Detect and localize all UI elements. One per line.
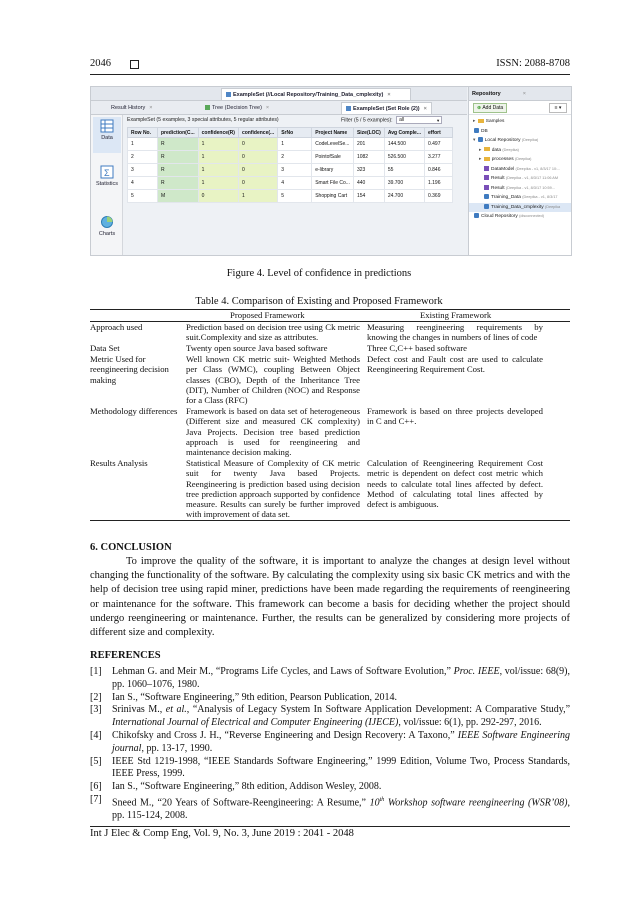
reference-item: [4] Chikofsky and Cross J. H., “Reverse Engineering and Design Recovery: A Taxono,” IEEE Software Engineering journal, pp. 13-17, 1990. — [90, 729, 570, 754]
table-cell: 201 — [353, 138, 384, 151]
row-existing: Defect cost and Fault cost are used to calculate Reengineering Requirement Cost. — [367, 354, 543, 375]
table-cell: 1 — [278, 138, 312, 151]
folder-icon — [484, 147, 490, 151]
conclusion-heading: 6. CONCLUSION — [90, 542, 172, 553]
table-cell: 0.846 — [424, 164, 452, 177]
table-head — [90, 310, 570, 321]
figure-caption: Figure 4. Level of confidence in predictions — [226, 268, 412, 279]
head-existing: Existing Framework — [420, 310, 492, 320]
reference-item: [3] Srinivas M., et al., “Analysis of Legacy System In Software Application Development: A Comparative Study,” International Journal of Electrical and Computer Engineering (IJECE), vol/issue: 6(1), pp. 292-297, 2016. — [90, 704, 571, 729]
column-header[interactable]: Row No. — [128, 128, 158, 138]
table-row[interactable] — [128, 138, 453, 151]
table-cell: 5 — [278, 190, 312, 203]
row-proposed: Prediction based on decision tree using Ck metric suit.Complexity and size as attributes. — [186, 322, 360, 343]
close-icon[interactable]: × — [423, 106, 427, 112]
tab-decision-tree[interactable]: Tree (Decision Tree) × — [201, 102, 273, 114]
table-row[interactable] — [128, 177, 453, 190]
table-row — [90, 322, 570, 343]
reference-item: [5] IEEE Std 1219-1998, “IEEE Standards Software Engineering,” 1999 Edition, Volume Two, Process Standards, IEEE Press, 1999. — [90, 755, 570, 780]
table-cell: M — [158, 190, 199, 203]
repository-toolbar — [469, 101, 571, 115]
issn: ISSN: 2088-8708 — [496, 58, 570, 69]
result-tabbar — [91, 87, 467, 101]
table-cell: 2 — [128, 151, 158, 164]
column-header[interactable]: Avg Comple... — [384, 128, 424, 138]
table-cell: 1 — [198, 164, 238, 177]
table-cell: 5 — [128, 190, 158, 203]
nav-data[interactable]: Data — [93, 117, 121, 153]
repository-panel — [468, 87, 571, 255]
repository-item[interactable]: ▸ processes (Deepika) — [479, 157, 532, 162]
database-icon — [474, 213, 479, 218]
model-icon — [484, 175, 489, 180]
repository-item[interactable]: DataModel (Deepika - v1, 8/3/17 10:... — [469, 165, 572, 175]
tab-result-history[interactable]: Result History × — [111, 105, 153, 111]
table-cell: 440 — [353, 177, 384, 190]
folder-icon — [478, 119, 484, 123]
data-grid-icon — [100, 119, 114, 133]
table-header-row — [128, 128, 453, 138]
row-aspect: Data Set — [90, 343, 120, 353]
filter-label: Filter (5 / 5 examples): — [341, 117, 393, 124]
nav-statistics[interactable]: Σ Statistics — [93, 163, 121, 199]
reference-item: [7] Sneed M., “20 Years of Software-Reengineering: A Resume,” 10th Workshop software reengineering (WSR’08), pp. 115-124, 2008. — [90, 793, 570, 822]
table-cell: 4 — [278, 177, 312, 190]
table-cell: 39.700 — [384, 177, 424, 190]
close-icon[interactable]: × — [265, 105, 270, 111]
add-data-button[interactable]: ⊕ Add Data — [473, 103, 507, 113]
repository-menu-button[interactable]: ≡ ▾ — [549, 103, 567, 113]
table-cell: 0 — [238, 177, 277, 190]
table-row — [90, 458, 570, 520]
table-cell: e-library — [312, 164, 354, 177]
folder-icon — [484, 157, 490, 161]
column-header[interactable]: Size(LOC) — [353, 128, 384, 138]
table-cell: 55 — [384, 164, 424, 177]
column-header[interactable]: confidence(... — [238, 128, 277, 138]
column-header[interactable]: Project Name — [312, 128, 354, 138]
table-cell: Smart File Co... — [312, 177, 354, 190]
view-nav — [91, 115, 123, 255]
table-cell: 0 — [198, 190, 238, 203]
header-rule — [90, 74, 570, 75]
repository-item[interactable]: Training_Data (Deepika - v1, 8/3/17 — [469, 193, 572, 203]
repository-item[interactable]: DB — [469, 127, 572, 137]
reference-item: [1] Lehman G. and Meir M., “Programs Life Cycles, and Laws of Software Evolution,” Proc. IEEE, vol/issue: 68(9), pp. 1060–1076, 1980. — [90, 666, 570, 690]
row-aspect: Metric Used for reengineering decision making — [90, 354, 169, 385]
table-cell: 3 — [128, 164, 158, 177]
repository-item[interactable]: Result (Deepika - v1, 8/3/17 10:59... — [469, 184, 572, 194]
table-row — [90, 406, 570, 458]
table-cell: R — [158, 138, 199, 151]
table-row — [90, 343, 570, 354]
repository-item[interactable]: Training_Data_cmplexity (Deepika — [469, 203, 572, 213]
table-cell: 1.196 — [424, 177, 452, 190]
row-existing: Three C,C++ based software — [367, 343, 468, 353]
reference-item: [6] Ian S., “Software Engineering,” 8th edition, Addison Wesley, 2008. — [90, 781, 382, 793]
page-header — [90, 58, 570, 74]
database-icon — [484, 194, 489, 199]
table-cell: 323 — [353, 164, 384, 177]
result-tabbar-2 — [91, 101, 467, 115]
table-row[interactable] — [128, 164, 453, 177]
model-icon — [484, 166, 489, 171]
table-row[interactable] — [128, 151, 453, 164]
row-proposed: Twenty open source Java based software — [186, 343, 328, 353]
table-cell: 0 — [238, 138, 277, 151]
row-existing: Framework is based on three projects developed in C and C++. — [367, 406, 543, 427]
footer-text: Int J Elec & Comp Eng, Vol. 9, No. 3, June 2019 : 2041 - 2048 — [90, 828, 354, 839]
row-existing: Measuring reengineering requirements by knowing the changes in numbers of lines of code — [367, 322, 543, 343]
database-icon — [474, 128, 479, 133]
column-header[interactable]: effort — [424, 128, 452, 138]
database-icon — [478, 137, 483, 142]
table-cell: 4 — [128, 177, 158, 190]
statistics-icon — [100, 165, 114, 179]
column-header[interactable]: confidence(R) — [198, 128, 238, 138]
repository-item[interactable]: ▸ Samples — [473, 119, 505, 124]
table-cell: 0 — [238, 151, 277, 164]
tab-exampleset-training[interactable]: ExampleSet (//Local Repository/Training_Data_cmplexity) × — [221, 88, 411, 100]
model-icon — [484, 185, 489, 190]
plus-icon: ⊕ — [477, 105, 482, 111]
conclusion-text: To improve the quality of the software, it is important to analyze the changes at design level without changing the functionality of the software. By calculating the complexity using six basic CK metrics and with the help of decision tree using rapid miner, predictions have been made regarding the requirements of reengineering or maintenance for the software. This framework can become a basis for deciding whether the project should undergo reengineering or maintenance. Further, the results can be generalized by considering more projects of different size and complexity. — [90, 556, 570, 639]
table-cell: 2 — [278, 151, 312, 164]
reference-list — [90, 666, 570, 823]
row-aspect: Methodology differences — [90, 406, 178, 416]
table-cell: 24.700 — [384, 190, 424, 203]
square-bullet-icon — [130, 60, 139, 69]
close-icon[interactable]: × — [522, 91, 526, 97]
exampleset-meta: ExampleSet (5 examples, 3 special attributes, 5 regular attributes) — [127, 117, 279, 123]
head-proposed: Proposed Framework — [230, 310, 305, 320]
chart-icon — [100, 215, 114, 229]
table-cell: 1 — [198, 151, 238, 164]
references-heading: REFERENCES — [90, 650, 161, 661]
reference-item: [2] Ian S., “Software Engineering,” 9th edition, Pearson Publication, 2014. — [90, 691, 397, 703]
svg-text:Σ: Σ — [104, 168, 110, 178]
table-cell: 0.369 — [424, 190, 452, 203]
repository-item[interactable]: Result (Deepika - v1, 8/3/17 11:06 AM — [469, 174, 572, 184]
table-cell: 3.277 — [424, 151, 452, 164]
table-cell: 1 — [198, 138, 238, 151]
table-cell: R — [158, 177, 199, 190]
table-cell: 144.500 — [384, 138, 424, 151]
row-aspect: Results Analysis — [90, 458, 148, 468]
tree-icon — [205, 105, 210, 110]
column-header[interactable]: prediction(C... — [158, 128, 199, 138]
close-icon[interactable]: × — [387, 92, 391, 98]
row-proposed: Framework is based on data set of heterogeneous (Different size and measured CK complexity) Java Projects. Decision tree based prediction approach is used for reengineering and maintenance decision making. — [186, 406, 360, 458]
table-cell: R — [158, 151, 199, 164]
table-cell: 1 — [128, 138, 158, 151]
filter-control — [341, 116, 442, 124]
table-cell: 0 — [238, 164, 277, 177]
repository-tree — [469, 117, 572, 222]
table-cell: 526.500 — [384, 151, 424, 164]
page-number: 2046 — [90, 58, 111, 69]
repository-item[interactable]: ▾ Local Repository (Deepika) — [473, 138, 539, 143]
database-icon — [484, 204, 489, 209]
nav-charts[interactable]: Charts — [93, 213, 121, 249]
table-caption: Table 4. Comparison of Existing and Proposed Framework — [195, 296, 443, 307]
comparison-table — [90, 309, 570, 521]
close-icon[interactable]: × — [149, 105, 153, 111]
repository-header: Repository × — [469, 87, 571, 101]
column-header[interactable]: SrNo — [278, 128, 312, 138]
table-cell: 3 — [278, 164, 312, 177]
tab-exampleset-setrole[interactable]: ExampleSet (Set Role (2)) × — [341, 102, 432, 114]
table-row[interactable] — [128, 190, 453, 203]
table-icon — [226, 92, 231, 97]
footer-rule — [90, 826, 570, 827]
table-icon — [346, 106, 351, 111]
table-cell: 154 — [353, 190, 384, 203]
table-row — [90, 354, 570, 406]
table-cell: 1 — [238, 190, 277, 203]
row-aspect: Approach used — [90, 322, 143, 332]
table-cell: CodeLevelSe... — [312, 138, 354, 151]
row-proposed: Statistical Measure of Complexity of CK metric suit for twenty Java based Projects. Reengineering is prediction based using decision tree prediction approach supported by confidence measure. Results can surely be further improved with improvement of data set. — [186, 458, 360, 520]
table-cell: Shopping Cart — [312, 190, 354, 203]
repository-item[interactable]: ▸ data (Deepika) — [479, 147, 519, 153]
repository-item[interactable]: Cloud Repository (disconnected) — [469, 212, 572, 222]
row-proposed: Well known CK metric suit- Weighted Methods per Class (WMC), coupling Between Object classes (CBO), Depth of the Inheritance Tree (DIT), Number of Children (NOC) and Response for a Class (RFC) — [186, 354, 360, 406]
table-cell: 0.497 — [424, 138, 452, 151]
rapidminer-screenshot — [90, 86, 572, 256]
table-cell: 1082 — [353, 151, 384, 164]
example-table — [127, 127, 453, 203]
table-cell: PointofSale — [312, 151, 354, 164]
table-cell: R — [158, 164, 199, 177]
filter-select[interactable]: all ▼ — [396, 116, 442, 124]
row-existing: Calculation of Reengineering Requirement Cost metric is dependent on defect cost metric which needs to calculate total lines affected by defect. Method of calculating total lines affected by defect is ambiguous. — [367, 458, 543, 510]
table-cell: 1 — [198, 177, 238, 190]
